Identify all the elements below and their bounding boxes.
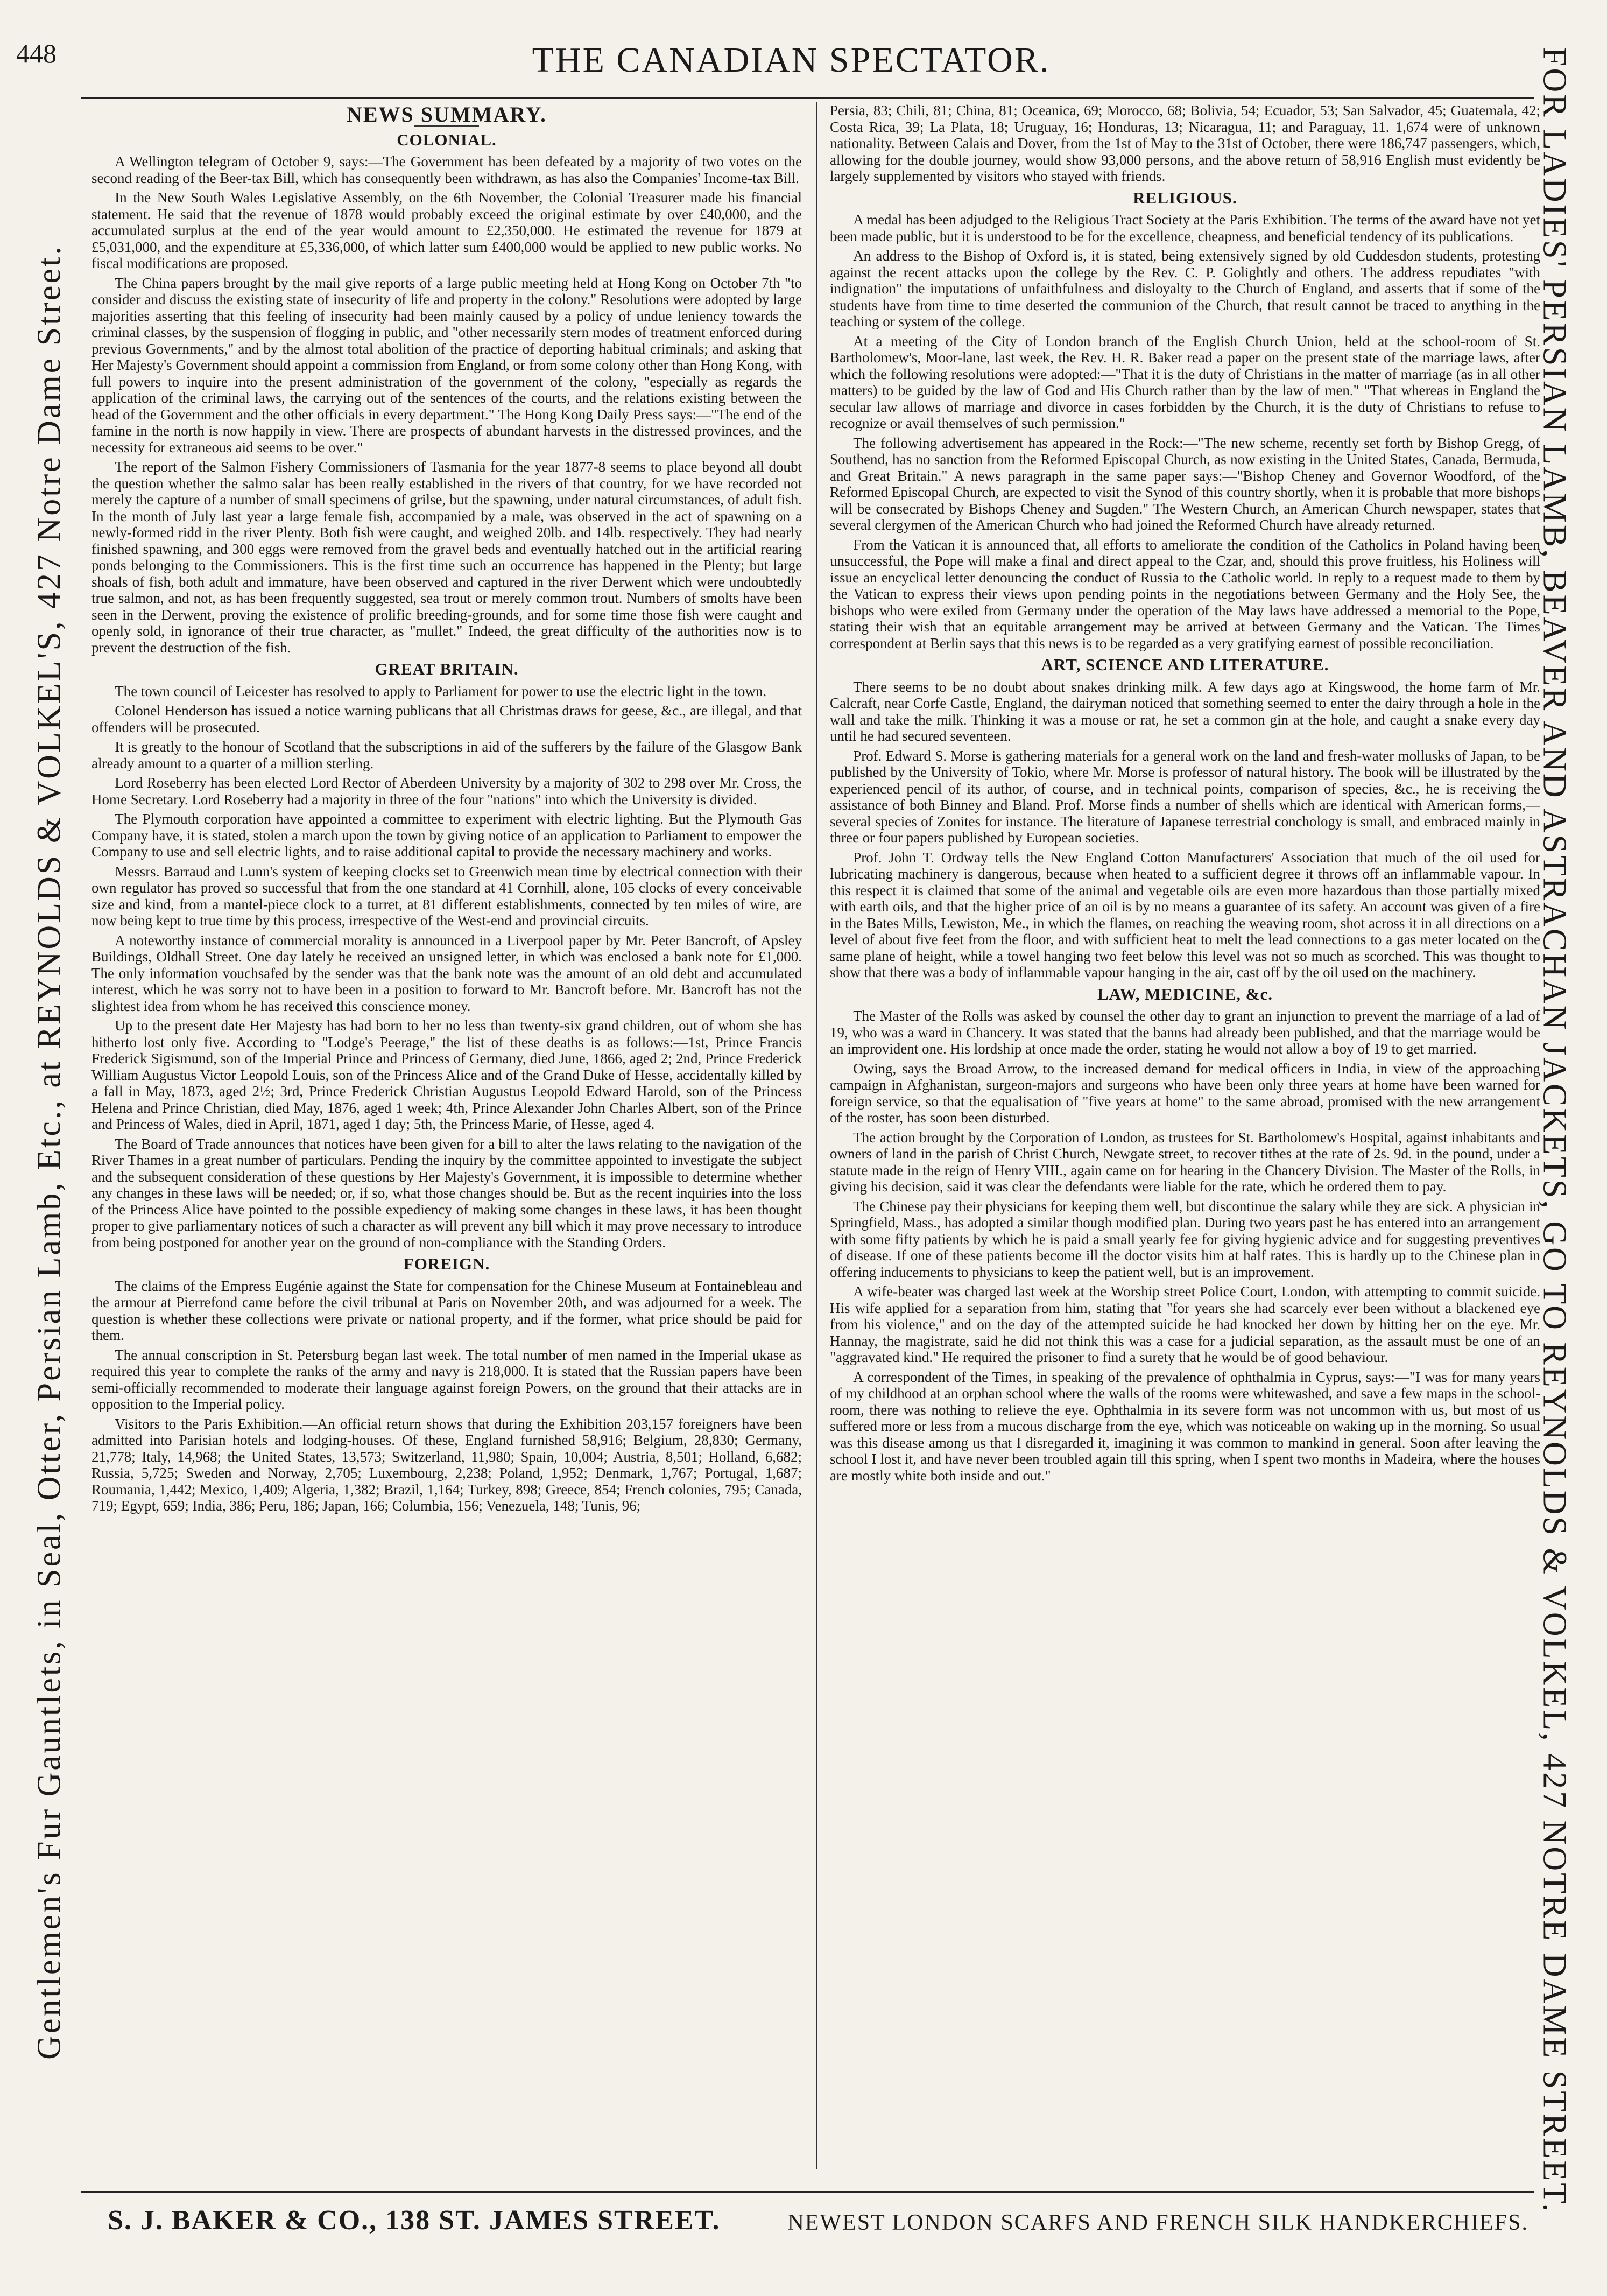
article-paragraph: Persia, 83; Chili, 81; China, 81; Oceanica, 69; Morocco, 68; Bolivia, 54; Ecuador, 53; San Salvador, 45; Guatemala, 42; Costa Rica, 39; La Plata, 18; Uruguay, 16; Honduras, 13; Nicaragua, 11; and Paraguay, 11. 1,674 were of unknown nationality. Between Calais and Dover, from the 1st of May to the 31st of October, there were 186,747 passengers, which, allowing for the double journey, would show 93,000 persons, and the above return of 58,916 English must evidently be largely supplemented by visitors who stayed with friends. (830, 102, 1540, 184)
article-paragraph: Visitors to the Paris Exhibition.—An official return shows that during the Exhibition 203,157 foreigners have been admitted into Parisian hotels and lodging-houses. Of these, England furnished 58,916; Belgium, 28,830; Germany, 21,778; Italy, 14,968; the United States, 13,573; Switzerland, 11,980; Spain, 10,004; Austria, 8,501; Holland, 6,682; Russia, 5,725; Sweden and Norway, 2,705; Luxembourg, 2,238; Poland, 1,952; Denmark, 1,767; Portugal, 1,687; Roumania, 1,442; Mexico, 1,409; Algeria, 1,382; Brazil, 1,164; Turkey, 898; Greece, 854; French colonies, 795; Canada, 719; Egypt, 659; India, 386; Peru, 186; Japan, 166; Columbia, 156; Venezuela, 148; Tunis, 96; (91, 1415, 802, 1514)
article-paragraph: A correspondent of the Times, in speaking of the prevalence of ophthalmia in Cyprus, says:—"I was for many years of my childhood at an orphan school where the walls of the rooms were whitewashed, and save a few maps in the school-room, there was nothing to relieve the eye. Ophthalmia in its severe form was not uncommon with us, but most of us suffered more or less from a mucous discharge from the eye, which was noticeable on waking up in the morning. So usual was this disease among us that I disregarded it, imagining it was common to mankind in general. Soon after leaving the school I lost it, and have never been troubled again till this spring, when I spent two months in Madeira, where the houses are mostly white both inside and out." (830, 1368, 1540, 1484)
page-footer (108, 2204, 1528, 2242)
footer-advertiser: S. J. BAKER & CO., 138 ST. JAMES STREET. (108, 2205, 721, 2236)
article-paragraph: In the New South Wales Legislative Assembly, on the 6th November, the Colonial Treasurer made his financial statement. He said that the revenue of 1878 would probably exceed the original estimate by over £40,000, and the accumulated surplus at the end of the year would amount to £2,350,000. He estimated the revenue for 1879 at £5,031,000, and the expenditure at £5,336,000, of which latter sum £400,000 would be applied to new public works. No fiscal modifications are proposed. (91, 189, 802, 271)
article-paragraph: Messrs. Barraud and Lunn's system of keeping clocks set to Greenwich mean time by electrical connection with their own regulator has proved so successful that from the one standard at 41 Cornhill, alone, 105 clocks of every conceivable size and kind, from a mantel-piece clock to a turret, at 81 different establishments, connected by ten miles of wire, are now being kept to true time by this process, irrespective of the West-end and provincial circuits. (91, 863, 802, 929)
header-rule (81, 97, 1534, 99)
left-column (91, 102, 802, 2169)
article-paragraph: There seems to be no doubt about snakes drinking milk. A few days ago at Kingswood, the home farm of Mr. Calcraft, near Corfe Castle, England, the dairyman noticed that something seemed to enter the dairy through a hole in the wall and take the milk. Thinking it was a mouse or rat, he set a common gin at the hole, and caught a snake every day until he had secured seventeen. (830, 678, 1540, 744)
page-header (11, 32, 1571, 92)
news-summary-title: NEWS SUMMARY. (346, 102, 547, 127)
section-title-great-britain: GREAT BRITAIN. (375, 659, 519, 678)
section-title-art-science-literature: ART, SCIENCE AND LITERATURE. (1041, 655, 1329, 674)
article-paragraph: The Plymouth corporation have appointed a committee to experiment with electric lighting. But the Plymouth Gas Company have, it is stated, stolen a march upon the town by giving notice of an application to Parliament to empower the Company to use and sell electric lights, and to raise additional capital to provide the necessary machinery and works. (91, 811, 802, 860)
journal-title: THE CANADIAN SPECTATOR. (532, 40, 1051, 80)
article-paragraph: A noteworthy instance of commercial morality is announced in a Liverpool paper by Mr. Peter Bancroft, of Apsley Buildings, Oldhall Street. One day lately he received an unsigned letter, in which was enclosed a bank note for £1,000. The only information vouchsafed by the sender was that the bank note was the amount of an old debt and accumulated interest, which he was sorry not to have been in a position to forward to Mr. Bancroft before. Mr. Bancroft has not the slightest idea from whom he has received this conscience money. (91, 932, 802, 1014)
article-paragraph: The China papers brought by the mail give reports of a large public meeting held at Hong Kong on October 7th "to consider and discuss the existing state of insecurity of life and property in the colony." Resolutions were adopted by large majorities asserting that this feeling of insecurity had been mainly caused by a policy of undue leniency towards the criminal classes, by the suspension of flogging in public, and "other necessarily stern modes of treatment enforced during previous Governments," and by the almost total abolition of the practice of deporting habitual criminals; and asking that Her Majesty's Government should appoint a commission from England, or from some colony other than Hong Kong, with full powers to inquire into the present administration of the government of the colony, "especially as regards the application of the criminal laws, the carrying out of the sentences of the courts, and the relations existing between the head of the Government and the other officials in every department." The Hong Kong Daily Press says:—"The end of the famine in the north is now happily in view. There are prospects of abundant harvests in the distressed provinces, and the necessity for extraneous aid seems to be over." (91, 275, 802, 455)
article-paragraph: A wife-beater was charged last week at the Worship street Police Court, London, with attempting to commit suicide. His wife applied for a separation from him, stating that "for years she had scarcely ever been without a blackened eye from his violence," and on the day of the attempted suicide he had knocked her down by hitting her on the eye. Mr. Hannay, the magistrate, said he did not think this was a case for a judicial separation, as the assault must be one of an "aggravated kind." He required the prisoner to find a surety that he would be of good behaviour. (830, 1283, 1540, 1365)
article-paragraph: The report of the Salmon Fishery Commissioners of Tasmania for the year 1877-8 seems to place beyond all doubt the question whether the salmo salar has been really established in the rivers of that country, for we have recorded not merely the capture of a number of small specimens of grilse, but the spawning, under natural circumstances, of adult fish. In the month of July last year a large female fish, accompanied by a male, was observed in the act of spawning on a newly-formed ridd in the river Plenty. Both fish were caught, and weighed 20lb. and 14lb. respectively. They had nearly finished spawning, and 300 eggs were removed from the gravel beds and eventually hatched out in the artificial rearing ponds belonging to the Commissioners. This is the first time such an occurrence has happened in the Plenty; but large shoals of fish, both adult and immature, have been observed and captured in the river Derwent which were undoubtedly true salmon, and not, as has been frequently suggested, sea trout or merely common trout. Numbers of smolts have been seen in the Derwent, proving the existence of prolific breeding-grounds, and for some time those fish were caught and openly sold, in ignorance of their true character, as "mullet." Indeed, the great difficulty of the authorities now is to prevent the destruction of the fish. (91, 459, 802, 656)
section-title-foreign: FOREIGN. (403, 1254, 490, 1273)
article-paragraph: The following advertisement has appeared in the Rock:—"The new scheme, recently set forth by Bishop Gregg, of Southend, has no sanction from the Reformed Episcopal Church, as now existing in the United States, Canada, Bermuda, and Great Britain." A news paragraph in the same paper says:—"Bishop Cheney and Governor Woodford, of the Reformed Episcopal Church, are expected to visit the Synod of this country shortly, when it is probable that more bishops will be consecrated by Bishops Cheney and Sugden." The Western Church, an American Church newspaper, states that several clergymen of the American Church who had joined the Reformed Church have already returned. (830, 434, 1540, 533)
right-column (830, 102, 1540, 2169)
article-paragraph: The annual conscription in St. Petersburg began last week. The total number of men named in the Imperial ukase as required this year to complete the ranks of the army and navy is 218,000. It is stated that the Russian papers have been semi-officially recommended to moderate their language against foreign Powers, on the ground that their attacks are in opposition to the Imperial policy. (91, 1346, 802, 1412)
section-title-colonial: COLONIAL. (397, 130, 497, 149)
right-margin-advertisement: FOR LADIES' PERSIAN LAMB, BEAVER AND ASTRACHAN JACKETS, GO TO REYNOLDS & VOLKEL, 427 NOTRE DAME STREET. (1536, 47, 1573, 2214)
article-paragraph: From the Vatican it is announced that, all efforts to ameliorate the condition of the Catholics in Poland having been unsuccessful, the Pope will make a final and direct appeal to the Czar, and, should this prove fruitless, his Holiness will issue an encyclical letter denouncing the conduct of Russia to the Catholic world. In reply to a request made to them by the Vatican to express their views upon pending points in the negotiations between Germany and the Holy See, the bishops who were exiled from Germany under the operation of the May laws have addressed a memorial to the Pope, stating their wish that an equitable arrangement may be arrived at between Germany and the Vatican. The Times correspondent at Berlin says that this news is to be regarded as a very gratifying earnest of possible reconciliation. (830, 536, 1540, 651)
article-paragraph: The Chinese pay their physicians for keeping them well, but discontinue the salary while they are sick. A physician in Springfield, Mass., has adopted a similar though modified plan. During two years past he has entered into an arrangement with some fifty patients by which he is paid a small yearly fee for giving hygienic advice and for suggesting preventives of disease. If one of these patients become ill the doctor visits him at half rates. This is hardly up to the Chinese plan in offering inducements to physicians to keep the patient well, but is an improvement. (830, 1198, 1540, 1280)
article-paragraph: The Board of Trade announces that notices have been given for a bill to alter the laws relating to the navigation of the River Thames in a great number of particulars. Pending the inquiry by the committee appointed to investigate the subject and the subsequent consideration of these questions by Her Majesty's Government, it is impossible to determine whether any changes in these laws will be needed; or, if so, what those changes should be. But as the recent inquiries into the loss of the Princess Alice have pointed to the possible expediency of making some changes in these laws, it has been thought proper to give parliamentary notices of such a character as will prevent any bill which it may prove necessary to introduce from being postponed for another year on the ground of non-compliance with the Standing Orders. (91, 1135, 802, 1251)
article-paragraph: The Master of the Rolls was asked by counsel the other day to grant an injunction to prevent the marriage of a lad of 19, who was a ward in Chancery. It was stated that the banns had already been published, and that the marriage would be an improvident one. His lordship at once made the order, stating he would not allow a boy of 19 to get married. (830, 1008, 1540, 1057)
article-paragraph: Up to the present date Her Majesty has had born to her no less than twenty-six grand children, out of whom she has hitherto lost only five. According to "Lodge's Peerage," the list of these deaths is as follows:—1st, Prince Francis Frederick Sigismund, son of the Imperial Prince and Princess of Germany, died June, 1866, aged 2; 2nd, Prince Frederick William Augustus Victor Leopold Louis, son of the Princess Alice and of the Grand Duke of Hesse, accidentally killed by a fall in May, 1873, aged 2½; 3rd, Prince Frederick Christian Augustus Leopold Edward Harold, son of the Princess Helena and Prince Christian, died May, 1876, aged 1 week; 4th, Prince Alexander John Charles Albert, son of the Prince and Princess of Wales, died in April, 1871, aged 1 day; 5th, the Princess Marie, of Hesse, aged 4. (91, 1017, 802, 1132)
article-paragraph: Lord Roseberry has been elected Lord Rector of Aberdeen University by a majority of 302 to 298 over Mr. Cross, the Home Secretary. Lord Roseberry had a majority in three of the four "nations" into which the University is divided. (91, 775, 802, 808)
footer-rule (81, 2191, 1534, 2193)
column-divider (816, 102, 817, 2169)
footer-advertisement: NEWEST LONDON SCARFS AND FRENCH SILK HANDKERCHIEFS. (787, 2210, 1528, 2235)
left-margin-advertisement: Gentlemen's Fur Gauntlets, in Seal, Otter, Persian Lamb, Etc., at REYNOLDS & VOLKEL'S, 427 Notre Dame Street. (31, 244, 68, 2060)
article-paragraph: The claims of the Empress Eugénie against the State for compensation for the Chinese Museum at Fontainebleau and the armour at Pierrefond came before the civil tribunal at Paris on November 20th, and was adjourned for a week. The question is whether these collections were private or national property, and if the former, what price should be paid for them. (91, 1277, 802, 1343)
article-paragraph: Prof. Edward S. Morse is gathering materials for a general work on the land and fresh-water mollusks of Japan, to be published by the University of Tokio, where Mr. Morse is professor of natural history. The book will be illustrated by the experienced pencil of its author, of course, and in technical points, comparison of species, &c., he is receiving the assistance of both Binney and Bland. Prof. Morse finds a number of shells which are identical with American forms,—several species of Zonites for instance. The literature of Japanese terrestrial conchology is small, and embraced mainly in three or four papers published by European societies. (830, 747, 1540, 846)
article-paragraph: The town council of Leicester has resolved to apply to Parliament for power to use the electric light in the town. (115, 683, 767, 699)
article-paragraph: A medal has been adjudged to the Religious Tract Society at the Paris Exhibition. The terms of the award have not yet been made public, but it is understood to be for the excellence, cheapness, and beneficial tendency of its publications. (830, 212, 1540, 244)
article-columns (91, 102, 1545, 2169)
article-paragraph: Owing, says the Broad Arrow, to the increased demand for medical officers in India, in view of the approaching campaign in Afghanistan, surgeon-majors and surgeons who have been only three years at home have been warned for foreign service, so that the equalisation of "five years at home" to the same abroad, promised with the new arrangement of the roster, has soon been disturbed. (830, 1060, 1540, 1126)
article-paragraph: An address to the Bishop of Oxford is, it is stated, being extensively signed by old Cuddesdon students, protesting against the recent attacks upon the college by the Rev. C. P. Golightly and others. The address repudiates "with indignation" the imputations of unfaithfulness and disloyalty to the Church of England, and asserts that if some of the students have from time to time deserted the communion of the Church, that result cannot be traced to anything in the teaching or system of the college. (830, 248, 1540, 329)
section-title-law-medicine: LAW, MEDICINE, &c. (1097, 984, 1273, 1003)
page-number: 448 (16, 38, 57, 68)
article-paragraph: The action brought by the Corporation of London, as trustees for St. Bartholomew's Hospital, against inhabitants and owners of land in the parish of Christ Church, Newgate street, to recover tithes at the rate of 2s. 9d. in the pound, under a statute made in the reign of Henry VIII., again came on for hearing in the Chancery Division. The Master of the Rolls, in giving his decision, said it was clear the defendants were liable for the rate, which he ordered them to pay. (830, 1129, 1540, 1195)
section-title-religious: RELIGIOUS. (1133, 188, 1237, 207)
article-paragraph: It is greatly to the honour of Scotland that the subscriptions in aid of the sufferers by the failure of the Glasgow Bank already amount to a quarter of a million sterling. (91, 739, 802, 771)
article-paragraph: At a meeting of the City of London branch of the English Church Union, held at the school-room of St. Bartholomew's, Moor-lane, last week, the Rev. H. R. Baker read a paper on the present state of the marriage laws, after which the following resolutions were adopted:—"That it is the duty of Christians in the matter of marriage (as in all other matters) to be guided by the law of God and His Church rather than by the law of men." "That whereas in England the secular law allows of marriage and divorce in cases forbidden by the Church, it is the duty of Christians to refuse to recognize or avail themselves of such permission." (830, 333, 1540, 431)
article-paragraph: A Wellington telegram of October 9, says:—The Government has been defeated by a majority of two votes on the second reading of the Beer-tax Bill, which has consequently been withdrawn, as has also the Companies' Income-tax Bill. (91, 153, 802, 186)
article-paragraph: Colonel Henderson has issued a notice warning publicans that all Christmas draws for geese, &c., are illegal, and that offenders will be prosecuted. (91, 703, 802, 735)
article-paragraph: Prof. John T. Ordway tells the New England Cotton Manufacturers' Association that much of the oil used for lubricating machinery is dangerous, because when heated to a sufficient degree it throws off an inflammable vapour. In this respect it is claimed that some of the animal and vegetable oils are even more hazardous than those partially mixed with earth oils, and that the higher price of an oil is by no means a guarantee of its safety. An account was given of a fire in the Bates Mills, Lewiston, Me., in which the flames, on reaching the weaving room, shot across it in all directions on a level of about five feet from the floor, and with sufficient heat to melt the lead connections to a gas meter located on the same plane of height, while a towel hanging two feet below this level was not so much as scorched. This was thought to show that there was a body of inflammable vapour hanging in the air, cast off by the oil used on the machinery. (830, 849, 1540, 980)
